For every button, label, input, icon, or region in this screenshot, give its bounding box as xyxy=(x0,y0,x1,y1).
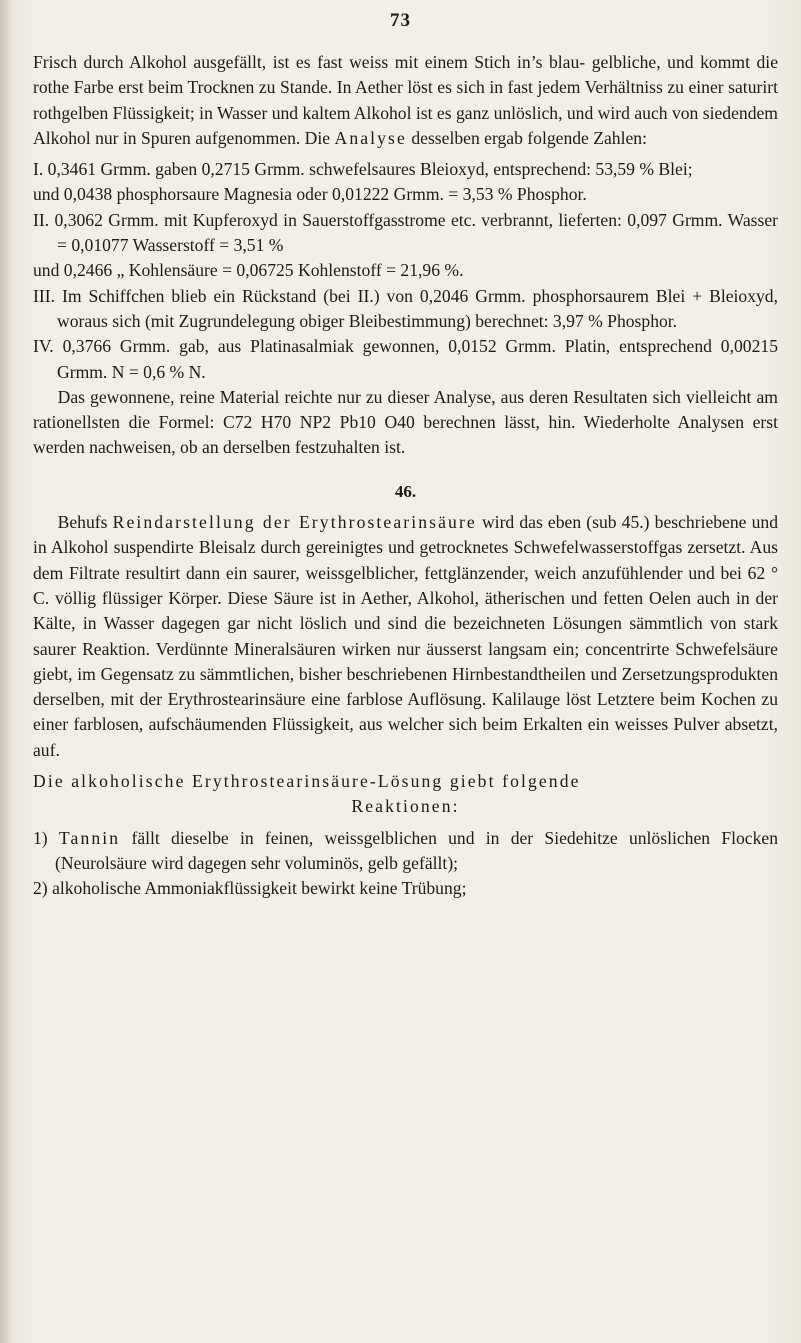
section-lead-spaced: Reindarstellung der Erythrostearinsäure xyxy=(112,512,477,533)
intro-line: auch von siedendem Alkohol nur in Spuren aufgenommen. Die xyxy=(33,102,778,148)
reaction-text: fällt dieselbe in feinen, weissgelblichen und in der Siedehitze unlöslichen Flocken (Neurolsäure wird dagegen sehr voluminös, gelb gefällt); xyxy=(55,827,779,873)
reactions-heading-2: Reaktionen: xyxy=(351,796,460,817)
intro-end: desselben ergab folgende Zahlen: xyxy=(411,127,647,148)
intro-line: Frisch durch Alkohol ausgefällt, ist es fast weiss mit einem Stich in’s blau- xyxy=(33,52,586,72)
analysis-item-i-cont xyxy=(33,182,778,207)
intro-line: gelbliche, und kommt die rothe Farbe erst beim Trocknen zu Stande. In xyxy=(33,52,778,98)
intro-paragraph xyxy=(33,50,778,151)
analysis-item-iv xyxy=(33,334,778,385)
analysis-item-i xyxy=(33,157,778,182)
reaction-item xyxy=(33,876,778,901)
page-number: 73 xyxy=(390,10,411,31)
reaction-text: alkoholische Ammoniakflüssigkeit bewirkt keine Trübung; xyxy=(52,878,467,899)
reaction-item xyxy=(33,826,778,877)
item-text: 0,3766 Grmm. gab, aus Platinasalmiak gewonnen, 0,0152 Grmm. Platin, entsprechend 0,00215 Grmm. N = 0,6 % N. xyxy=(57,336,778,382)
item-label: II. xyxy=(33,209,50,230)
reaction-label: 1) xyxy=(33,827,48,848)
analysis-item-iii xyxy=(33,284,778,335)
item-text: und 0,2466 „ Kohlensäure = 0,06725 Kohlenstoff = 21,96 %. xyxy=(33,260,464,281)
item-text: Im Schiffchen blieb ein Rückstand (bei II.) von 0,2046 Grmm. phosphorsaurem Blei + Bleioxyd, woraus sich (mit Zugrundelegung obiger Bleibestimmung) berechnet: 3,97 % Phosphor. xyxy=(57,285,778,331)
item-label: IV. xyxy=(33,336,54,357)
analysis-item-ii xyxy=(33,208,778,259)
section-lead: Behufs xyxy=(57,512,108,533)
item-label: I. xyxy=(33,159,44,180)
page-content xyxy=(33,50,778,902)
item-text: 0,3062 Grmm. mit Kupferoxyd in Sauerstoffgasstrome etc. verbrannt, lieferten: 0,097 Grmm. Wasser = 0,01077 Wasserstoff = 3,51 % xyxy=(54,209,778,256)
item-label: III. xyxy=(33,285,55,306)
analysis-item-ii-cont xyxy=(33,258,778,283)
section-body: wird das eben (sub 45.) beschriebene und in Alkohol suspendirte Bleisalz durch gereinigtes und getrocknetes Schwefelwasserstoffgas zersetzt. Aus dem Filtrate resultirt dann ein saurer, weissgelblicher, fettglänzender, weich anzufühlender und bei 62 ° C. völlig flüssiger Körper. Diese Säure ist in Aether, Alkohol, ätherischen und fetten Oelen auch in der Kälte, in Wasser dagegen gar nicht löslich und sind die bezeichneten Lösungen sämmtlich von stark saurer Reaktion. Verdünnte Mineralsäuren wirken nur äusserst langsam ein; concentrirte Schwefelsäure giebt, im Gegensatz zu sämmtlichen, bisher beschriebenen Hirnbestandtheilen und Zersetzungsprodukten derselben, mit der Erythrostearinsäure eine farblose Auflösung. Kalilauge löst Letztere beim Kochen zu einer farblosen, aufschäumenden Flüssigkeit, aus welcher sich beim Erkalten ein weisses Pulver absetzt, auf. xyxy=(33,512,778,760)
reaction-label: 2) xyxy=(33,878,48,899)
conclusion-paragraph: Das gewonnene, reine Material reichte nur zu dieser Analyse, aus deren Resultaten sich vielleicht am rationellsten die Formel: C72 H70 NP2 Pb10 O40 berechnen lässt, hin. Wiederholte Analysen erst werden nachweisen, ob an derselben festzuhalten ist. xyxy=(33,386,778,458)
analyse-word: Analyse xyxy=(334,127,407,148)
reaction-reagent: Tannin xyxy=(58,827,121,848)
item-text: und 0,0438 phosphorsaure Magnesia oder 0,01222 Grmm. = 3,53 % Phosphor. xyxy=(33,184,587,205)
reactions-heading: Die alkoholische Erythrostearinsäure-Lösung giebt folgende xyxy=(33,771,581,792)
page-binding-edge xyxy=(0,0,10,1343)
intro-line: Aether löst es sich in fast jedem Verhältniss zu einer saturirt rothgelben xyxy=(33,77,778,123)
intro-line: Flüssigkeit; in Wasser und kaltem Alkohol ist es ganz unlöslich, und wird xyxy=(112,102,630,123)
section-paragraph xyxy=(33,510,778,763)
section-number: 46. xyxy=(394,481,417,501)
item-text: 0,3461 Grmm. gaben 0,2715 Grmm. schwefelsaures Bleioxyd, entsprechend: 53,59 % Blei; xyxy=(47,159,693,180)
